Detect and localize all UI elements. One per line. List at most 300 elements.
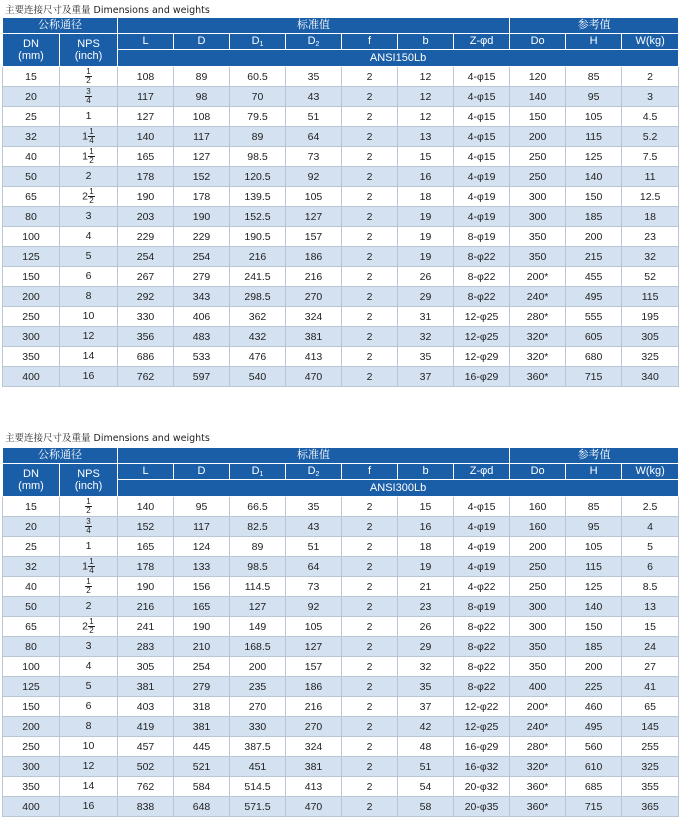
cell-h: 140 xyxy=(566,597,622,617)
table-row xyxy=(3,517,679,537)
cell-d: 584 xyxy=(174,777,230,797)
cell-d1: 98.5 xyxy=(230,147,286,167)
cell-b: 26 xyxy=(398,617,454,637)
table-row xyxy=(3,637,679,657)
cell-l: 241 xyxy=(118,617,174,637)
cell-h: 150 xyxy=(566,187,622,207)
cell-w: 145 xyxy=(622,717,679,737)
cell-h: 685 xyxy=(566,777,622,797)
cell-w: 41 xyxy=(622,677,679,697)
cell-d: 318 xyxy=(174,697,230,717)
cell-nps xyxy=(60,187,118,207)
cell-d: 381 xyxy=(174,717,230,737)
cell-d1: 235 xyxy=(230,677,286,697)
cell-do: 240* xyxy=(510,717,566,737)
cell-do: 350 xyxy=(510,637,566,657)
cell-b: 16 xyxy=(398,517,454,537)
cell-d: 648 xyxy=(174,797,230,817)
cell-w: 3 xyxy=(622,87,679,107)
cell-z: 8-φ22 xyxy=(454,287,510,307)
nominal-size-header: 公称通径 xyxy=(3,18,118,34)
cell-b: 19 xyxy=(398,557,454,577)
cell-z: 4-φ19 xyxy=(454,557,510,577)
cell-b: 12 xyxy=(398,67,454,87)
cell-w: 115 xyxy=(622,287,679,307)
dimensions-table xyxy=(2,17,679,387)
cell-do: 200 xyxy=(510,127,566,147)
cell-z: 8-φ22 xyxy=(454,637,510,657)
fraction-denominator: 4 xyxy=(86,526,91,535)
table-row xyxy=(3,67,679,87)
cell-l: 178 xyxy=(118,557,174,577)
cell-b: 18 xyxy=(398,537,454,557)
fraction-numerator: 3 xyxy=(86,517,91,526)
cell-dn: 150 xyxy=(3,267,60,287)
cell-z: 8-φ22 xyxy=(454,617,510,637)
cell-d: 521 xyxy=(174,757,230,777)
cell-h: 200 xyxy=(566,657,622,677)
cell-d: 165 xyxy=(174,597,230,617)
cell-d1: 387.5 xyxy=(230,737,286,757)
nps-header: NPS (inch) xyxy=(60,34,118,67)
cell-d2: 51 xyxy=(286,107,342,127)
cell-d2: 324 xyxy=(286,307,342,327)
cell-h: 125 xyxy=(566,147,622,167)
cell-l: 330 xyxy=(118,307,174,327)
cell-d: 178 xyxy=(174,187,230,207)
cell-nps xyxy=(60,657,118,677)
nps-whole: 1 xyxy=(82,560,88,573)
cell-d: 98 xyxy=(174,87,230,107)
table-row xyxy=(3,797,679,817)
b-header: b xyxy=(398,464,454,480)
cell-z: 8-φ22 xyxy=(454,267,510,287)
cell-w: 4.5 xyxy=(622,107,679,127)
cell-do: 200* xyxy=(510,267,566,287)
cell-nps xyxy=(60,247,118,267)
cell-w: 24 xyxy=(622,637,679,657)
cell-d1: 70 xyxy=(230,87,286,107)
cell-dn: 250 xyxy=(3,737,60,757)
cell-do: 160 xyxy=(510,497,566,517)
cell-nps xyxy=(60,577,118,597)
cell-d2: 186 xyxy=(286,677,342,697)
table-row xyxy=(3,697,679,717)
cell-f: 2 xyxy=(342,127,398,147)
cell-d2: 381 xyxy=(286,757,342,777)
cell-z: 8-φ19 xyxy=(454,227,510,247)
nps-whole: 2 xyxy=(82,190,88,203)
cell-d1: 89 xyxy=(230,537,286,557)
cell-h: 105 xyxy=(566,107,622,127)
cell-b: 58 xyxy=(398,797,454,817)
cell-z: 8-φ22 xyxy=(454,677,510,697)
cell-w: 65 xyxy=(622,697,679,717)
cell-z: 4-φ19 xyxy=(454,167,510,187)
cell-z: 4-φ15 xyxy=(454,107,510,127)
cell-d1: 79.5 xyxy=(230,107,286,127)
table-row xyxy=(3,307,679,327)
cell-w: 32 xyxy=(622,247,679,267)
cell-dn: 350 xyxy=(3,347,60,367)
fraction-numerator: 1 xyxy=(86,67,91,76)
cell-f: 2 xyxy=(342,167,398,187)
reference-values-header: 参考值 xyxy=(510,448,679,464)
cell-dn: 20 xyxy=(3,517,60,537)
cell-dn: 50 xyxy=(3,167,60,187)
cell-l: 117 xyxy=(118,87,174,107)
cell-do: 250 xyxy=(510,557,566,577)
fraction-denominator: 2 xyxy=(86,506,91,515)
cell-dn: 300 xyxy=(3,757,60,777)
cell-do: 360* xyxy=(510,367,566,387)
cell-l: 140 xyxy=(118,497,174,517)
cell-nps xyxy=(60,617,118,637)
nps-whole: 16 xyxy=(82,800,95,813)
cell-f: 2 xyxy=(342,617,398,637)
cell-w: 27 xyxy=(622,657,679,677)
table-row xyxy=(3,757,679,777)
standard-values-header: 标准值 xyxy=(118,18,510,34)
cell-do: 300 xyxy=(510,617,566,637)
cell-nps xyxy=(60,67,118,87)
d2-header: $D_2$ xyxy=(286,34,342,50)
cell-w: 11 xyxy=(622,167,679,187)
cell-d: 279 xyxy=(174,267,230,287)
cell-h: 115 xyxy=(566,127,622,147)
cell-do: 160 xyxy=(510,517,566,537)
cell-z: 16-φ29 xyxy=(454,737,510,757)
cell-d: 445 xyxy=(174,737,230,757)
cell-w: 2.5 xyxy=(622,497,679,517)
nps-fraction xyxy=(85,518,92,535)
cell-h: 185 xyxy=(566,207,622,227)
cell-d1: 190.5 xyxy=(230,227,286,247)
cell-b: 35 xyxy=(398,677,454,697)
cell-d1: 149 xyxy=(230,617,286,637)
cell-h: 455 xyxy=(566,267,622,287)
nps-whole: 4 xyxy=(85,230,92,243)
cell-d: 127 xyxy=(174,147,230,167)
cell-l: 502 xyxy=(118,757,174,777)
cell-d2: 270 xyxy=(286,717,342,737)
cell-z: 4-φ15 xyxy=(454,67,510,87)
cell-d2: 270 xyxy=(286,287,342,307)
cell-d: 156 xyxy=(174,577,230,597)
cell-nps xyxy=(60,757,118,777)
table-row xyxy=(3,497,679,517)
nps-whole: 8 xyxy=(85,720,92,733)
cell-dn: 400 xyxy=(3,367,60,387)
cell-nps xyxy=(60,87,118,107)
cell-z: 4-φ19 xyxy=(454,207,510,227)
dimensions-table xyxy=(2,447,679,817)
cell-f: 2 xyxy=(342,737,398,757)
cell-f: 2 xyxy=(342,557,398,577)
dn-header: DN (mm) xyxy=(3,34,60,67)
cell-d: 406 xyxy=(174,307,230,327)
table-row xyxy=(3,247,679,267)
cell-f: 2 xyxy=(342,757,398,777)
cell-l: 140 xyxy=(118,127,174,147)
cell-nps xyxy=(60,717,118,737)
cell-b: 32 xyxy=(398,657,454,677)
cell-h: 605 xyxy=(566,327,622,347)
cell-l: 229 xyxy=(118,227,174,247)
cell-w: 195 xyxy=(622,307,679,327)
cell-d2: 127 xyxy=(286,637,342,657)
cell-d2: 92 xyxy=(286,167,342,187)
cell-nps xyxy=(60,287,118,307)
table-row xyxy=(3,87,679,107)
table-row xyxy=(3,147,679,167)
cell-z: 4-φ15 xyxy=(454,87,510,107)
h-header: H xyxy=(566,34,622,50)
cell-do: 240* xyxy=(510,287,566,307)
cell-h: 95 xyxy=(566,87,622,107)
cell-do: 360* xyxy=(510,777,566,797)
cell-b: 21 xyxy=(398,577,454,597)
table-row xyxy=(3,617,679,637)
cell-h: 715 xyxy=(566,367,622,387)
cell-do: 200* xyxy=(510,697,566,717)
d1-header: $D_1$ xyxy=(230,34,286,50)
cell-f: 2 xyxy=(342,247,398,267)
nps-whole: 5 xyxy=(85,680,92,693)
table-row xyxy=(3,737,679,757)
cell-d2: 64 xyxy=(286,127,342,147)
cell-f: 2 xyxy=(342,67,398,87)
nps-whole: 6 xyxy=(85,700,92,713)
cell-d2: 43 xyxy=(286,517,342,537)
cell-z: 16-φ32 xyxy=(454,757,510,777)
cell-d2: 470 xyxy=(286,367,342,387)
cell-w: 2 xyxy=(622,67,679,87)
cell-do: 320* xyxy=(510,327,566,347)
table-row xyxy=(3,187,679,207)
pressure-class-label: ANSI150Lb xyxy=(118,50,679,67)
cell-nps xyxy=(60,517,118,537)
cell-d: 95 xyxy=(174,497,230,517)
cell-h: 185 xyxy=(566,637,622,657)
nps-whole: 1 xyxy=(82,130,88,143)
cell-w: 13 xyxy=(622,597,679,617)
cell-d1: 432 xyxy=(230,327,286,347)
cell-d1: 216 xyxy=(230,247,286,267)
cell-h: 495 xyxy=(566,717,622,737)
cell-b: 15 xyxy=(398,147,454,167)
nps-whole: 5 xyxy=(85,250,92,263)
cell-d2: 413 xyxy=(286,777,342,797)
cell-h: 105 xyxy=(566,537,622,557)
cell-d2: 381 xyxy=(286,327,342,347)
cell-d1: 66.5 xyxy=(230,497,286,517)
nps-fraction xyxy=(88,618,95,635)
cell-l: 190 xyxy=(118,187,174,207)
cell-l: 838 xyxy=(118,797,174,817)
cell-b: 18 xyxy=(398,187,454,207)
cell-f: 2 xyxy=(342,87,398,107)
cell-b: 12 xyxy=(398,107,454,127)
nps-whole: 3 xyxy=(85,210,92,223)
cell-d2: 413 xyxy=(286,347,342,367)
cell-f: 2 xyxy=(342,717,398,737)
cell-d: 597 xyxy=(174,367,230,387)
cell-z: 4-φ15 xyxy=(454,497,510,517)
cell-do: 300 xyxy=(510,597,566,617)
cell-h: 610 xyxy=(566,757,622,777)
cell-d2: 35 xyxy=(286,67,342,87)
cell-h: 215 xyxy=(566,247,622,267)
cell-nps xyxy=(60,697,118,717)
cell-dn: 400 xyxy=(3,797,60,817)
cell-f: 2 xyxy=(342,637,398,657)
d-header: D xyxy=(174,34,230,50)
cell-f: 2 xyxy=(342,777,398,797)
cell-b: 37 xyxy=(398,697,454,717)
cell-d2: 186 xyxy=(286,247,342,267)
cell-w: 5 xyxy=(622,537,679,557)
cell-nps xyxy=(60,347,118,367)
cell-d1: 330 xyxy=(230,717,286,737)
cell-nps xyxy=(60,107,118,127)
cell-b: 37 xyxy=(398,367,454,387)
l-header: L xyxy=(118,34,174,50)
cell-f: 2 xyxy=(342,327,398,347)
cell-l: 203 xyxy=(118,207,174,227)
cell-w: 305 xyxy=(622,327,679,347)
cell-z: 4-φ19 xyxy=(454,517,510,537)
cell-l: 457 xyxy=(118,737,174,757)
cell-nps xyxy=(60,127,118,147)
cell-dn: 200 xyxy=(3,287,60,307)
cell-z: 12-φ25 xyxy=(454,307,510,327)
cell-do: 320* xyxy=(510,757,566,777)
cell-d1: 60.5 xyxy=(230,67,286,87)
nps-whole: 12 xyxy=(82,330,95,343)
cell-do: 280* xyxy=(510,737,566,757)
dn-header: DN (mm) xyxy=(3,464,60,497)
table-row xyxy=(3,287,679,307)
nps-whole: 14 xyxy=(82,350,95,363)
nps-fraction xyxy=(85,498,92,515)
nps-whole: 16 xyxy=(82,370,95,383)
cell-d: 133 xyxy=(174,557,230,577)
nps-whole: 2 xyxy=(85,600,92,613)
nps-whole: 12 xyxy=(82,760,95,773)
cell-dn: 50 xyxy=(3,597,60,617)
fraction-denominator: 2 xyxy=(86,76,91,85)
cell-dn: 65 xyxy=(3,617,60,637)
cell-nps xyxy=(60,797,118,817)
cell-b: 19 xyxy=(398,207,454,227)
cell-dn: 25 xyxy=(3,537,60,557)
cell-do: 250 xyxy=(510,147,566,167)
nps-whole: 14 xyxy=(82,780,95,793)
l-header: L xyxy=(118,464,174,480)
nps-fraction xyxy=(88,188,95,205)
nps-whole: 3 xyxy=(85,640,92,653)
cell-b: 51 xyxy=(398,757,454,777)
cell-d: 483 xyxy=(174,327,230,347)
fraction-numerator: 1 xyxy=(89,557,94,566)
cell-d: 190 xyxy=(174,617,230,637)
cell-dn: 32 xyxy=(3,127,60,147)
cell-w: 8.5 xyxy=(622,577,679,597)
cell-do: 300 xyxy=(510,207,566,227)
cell-d: 229 xyxy=(174,227,230,247)
cell-d: 117 xyxy=(174,517,230,537)
cell-nps xyxy=(60,537,118,557)
cell-b: 29 xyxy=(398,287,454,307)
cell-w: 18 xyxy=(622,207,679,227)
cell-z: 12-φ29 xyxy=(454,347,510,367)
cell-f: 2 xyxy=(342,347,398,367)
cell-l: 356 xyxy=(118,327,174,347)
cell-nps xyxy=(60,557,118,577)
cell-do: 350 xyxy=(510,657,566,677)
cell-l: 305 xyxy=(118,657,174,677)
nps-fraction xyxy=(85,578,92,595)
cell-w: 15 xyxy=(622,617,679,637)
cell-d: 190 xyxy=(174,207,230,227)
cell-b: 29 xyxy=(398,637,454,657)
fraction-denominator: 4 xyxy=(89,566,94,575)
cell-d1: 298.5 xyxy=(230,287,286,307)
cell-d1: 270 xyxy=(230,697,286,717)
nps-whole: 1 xyxy=(82,150,88,163)
cell-l: 381 xyxy=(118,677,174,697)
cell-f: 2 xyxy=(342,537,398,557)
table-row xyxy=(3,207,679,227)
cell-d: 108 xyxy=(174,107,230,127)
nps-header: NPS (inch) xyxy=(60,464,118,497)
cell-w: 325 xyxy=(622,757,679,777)
cell-f: 2 xyxy=(342,677,398,697)
fraction-denominator: 4 xyxy=(89,136,94,145)
cell-h: 85 xyxy=(566,67,622,87)
fraction-numerator: 1 xyxy=(89,147,94,156)
cell-do: 300 xyxy=(510,187,566,207)
cell-d1: 152.5 xyxy=(230,207,286,227)
cell-l: 165 xyxy=(118,147,174,167)
cell-d2: 92 xyxy=(286,597,342,617)
cell-f: 2 xyxy=(342,187,398,207)
fraction-numerator: 1 xyxy=(86,577,91,586)
cell-b: 48 xyxy=(398,737,454,757)
cell-d2: 157 xyxy=(286,227,342,247)
cell-z: 20-φ35 xyxy=(454,797,510,817)
cell-nps xyxy=(60,307,118,327)
cell-h: 460 xyxy=(566,697,622,717)
cell-d1: 451 xyxy=(230,757,286,777)
cell-f: 2 xyxy=(342,597,398,617)
cell-dn: 80 xyxy=(3,637,60,657)
cell-d2: 324 xyxy=(286,737,342,757)
cell-dn: 15 xyxy=(3,67,60,87)
cell-do: 150 xyxy=(510,107,566,127)
cell-d1: 241.5 xyxy=(230,267,286,287)
cell-dn: 40 xyxy=(3,577,60,597)
cell-nps xyxy=(60,147,118,167)
table-row xyxy=(3,717,679,737)
cell-l: 283 xyxy=(118,637,174,657)
cell-dn: 20 xyxy=(3,87,60,107)
cell-z: 12-φ22 xyxy=(454,697,510,717)
cell-d2: 127 xyxy=(286,207,342,227)
cell-w: 340 xyxy=(622,367,679,387)
cell-d1: 120.5 xyxy=(230,167,286,187)
